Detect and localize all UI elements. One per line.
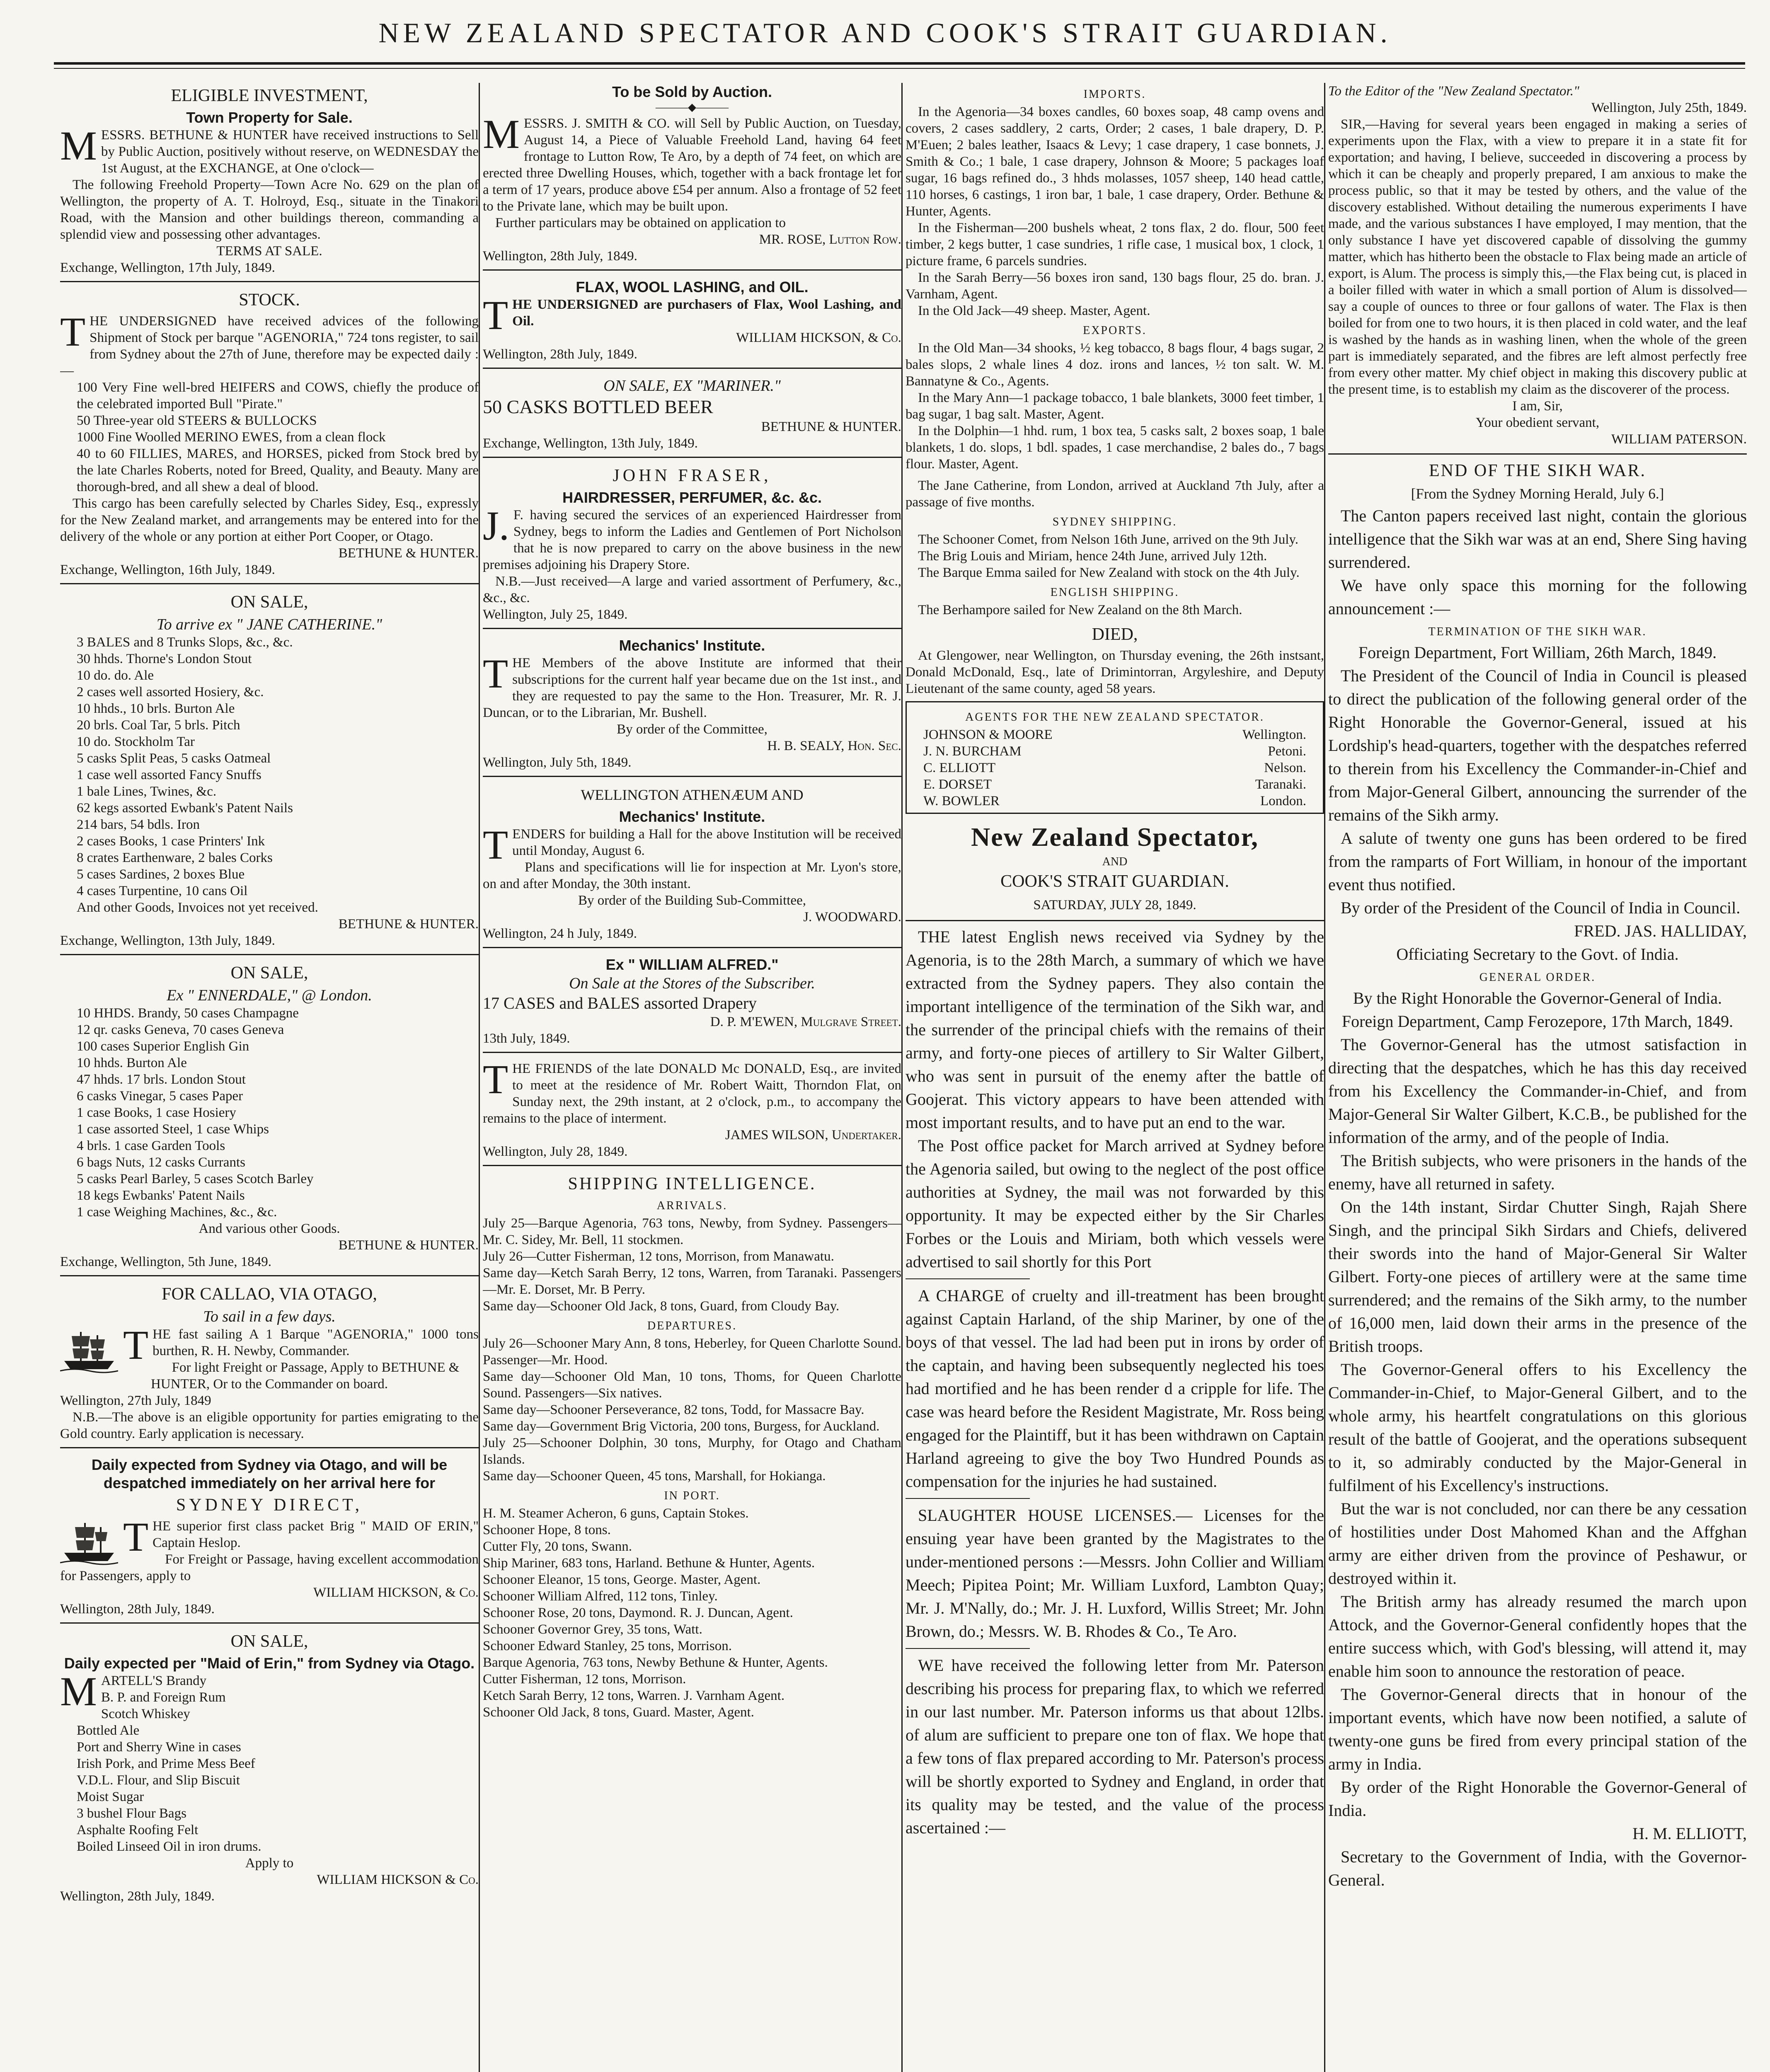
editorial-paragraph: WE have received the following letter from Mr. Paterson describing his process for preparing flax, to which we referred in our last number. Mr. Paterson informs us that about 12lbs. of alum are sufficient to prepare one ton of flax. We hope that a few tons of flax prepared according to Mr. Paterson's process will be shortly exported to Sydney and England, in order that its quality may be tested, and the value of the process ascertained :— bbox=[906, 1656, 1324, 1837]
list-item: 2 cases Books, 1 case Printers' Ink bbox=[77, 834, 265, 849]
ad-title: ELIGIBLE INVESTMENT, bbox=[171, 86, 368, 105]
agent-place: London. bbox=[1260, 794, 1306, 808]
article-signature: Secretary to the Government of India, with the Governor-General. bbox=[1328, 1847, 1747, 1889]
ad-signature: JAMES WILSON, Undertaker. bbox=[725, 1128, 901, 1143]
ad-subtitle: Town Property for Sale. bbox=[186, 109, 353, 126]
drop-cap: T bbox=[483, 1056, 508, 1102]
list-item: 10 hhds. Burton Ale bbox=[77, 1055, 187, 1070]
ad-subtitle: Daily expected per "Maid of Erin," from Sydney via Otago. bbox=[64, 1655, 475, 1672]
drop-cap: T bbox=[483, 292, 508, 338]
ad-note: N.B.—Just received—A large and varied assortment of Perfumery, &c., &c., &c. bbox=[483, 574, 901, 605]
ad-flax bbox=[483, 278, 901, 369]
ad-jane-catherine bbox=[60, 592, 479, 955]
drop-cap: M bbox=[60, 1668, 97, 1714]
list-item: In the Sarah Berry—56 boxes iron sand, 130 bags flour, 25 do. bran. J. Varnham, Agent. bbox=[906, 270, 1324, 302]
list-item: July 26—Schooner Mary Ann, 8 tons, Heberley, for Queen Charlotte Sound. Passenger—Mr. Hood. bbox=[483, 1336, 901, 1368]
ad-terms: TERMS AT SALE. bbox=[216, 244, 322, 259]
ad-body: Plans and specifications will lie for inspection at Mr. Lyon's store, on and after Monday, the 30th instant. bbox=[483, 860, 901, 891]
agent-name: C. ELLIOTT bbox=[923, 760, 996, 775]
ad-date: Wellington, July 5th, 1849. bbox=[483, 755, 632, 770]
ad-auction bbox=[483, 83, 901, 271]
ad-title: Mechanics' Institute. bbox=[619, 637, 765, 654]
column-4 bbox=[1328, 83, 1747, 2072]
agent-name: JOHNSON & MOORE bbox=[923, 727, 1053, 742]
drop-cap: J. bbox=[483, 503, 509, 549]
ad-title: WELLINGTON ATHENÆUM AND bbox=[581, 787, 804, 803]
ad-body: HE UNDERSIGNED are purchasers of Flax, Wool Lashing, and Oil. bbox=[512, 297, 901, 329]
list-item: 4 cases Turpentine, 10 cans Oil bbox=[77, 884, 248, 898]
ad-body: 17 CASES and BALES assorted Drapery bbox=[483, 994, 757, 1012]
masthead-rule bbox=[54, 62, 1745, 69]
list-item: July 26—Cutter Fisherman, 12 tons, Morrison, from Manawatu. bbox=[483, 1249, 834, 1264]
paper-title-and: AND bbox=[1102, 855, 1128, 868]
list-item: 1 case Weighing Machines, &c., &c. bbox=[77, 1205, 277, 1220]
news-item: At Glengower, near Wellington, on Thursday evening, the 26th instsant, Donald McDonald, Esq., late of Drimintorran, Argyleshire, and Deputy Lieutenant of the same county, aged 58 years. bbox=[906, 648, 1324, 696]
ad-signature: BETHUNE & HUNTER. bbox=[338, 917, 479, 932]
list-item: Same day—Schooner Perseverance, 82 tons, Todd, for Massacre Bay. bbox=[483, 1402, 864, 1417]
list-item: 8 crates Earthenware, 2 bales Corks bbox=[77, 850, 273, 865]
agent-row bbox=[923, 726, 1306, 743]
list-item: 5 casks Pearl Barley, 5 cases Scotch Barley bbox=[77, 1172, 314, 1186]
list-item: 1 bale Lines, Twines, &c. bbox=[77, 784, 217, 799]
ad-note: N.B.—The above is an eligible opportunity for parties emigrating to the Gold country. Early application is necessary. bbox=[60, 1410, 479, 1441]
list-item: Same day—Ketch Sarah Berry, 12 tons, Warren, from Taranaki. Passengers—Mr. E. Dorset, Mr. B Perry. bbox=[483, 1266, 901, 1297]
ad-date: Wellington, 27th July, 1849 bbox=[60, 1393, 211, 1408]
article-paragraph: The Governor-General offers to his Excellency the Commander-in-Chief, to Major-General Gilbert, and to the whole army, his heartfelt congratulations on this glorious result of the battle of Goojerat, and the operations subsequent to it, so admirably conducted by the Major-General in fulfilment of his Excellency's instructions. bbox=[1328, 1360, 1747, 1495]
section-title: END OF THE SIKH WAR. bbox=[1429, 461, 1646, 480]
letter-date: Wellington, July 25th, 1849. bbox=[1591, 100, 1747, 115]
ad-signature: H. B. SEALY, Hon. Sec. bbox=[767, 738, 901, 753]
list-item: Schooner Edward Stanley, 25 tons, Morrison. bbox=[483, 1639, 732, 1653]
ad-john-fraser bbox=[483, 465, 901, 629]
list-item: 1000 Fine Woolled MERINO EWES, from a clean flock bbox=[77, 430, 386, 445]
ad-maid-of-erin bbox=[60, 1631, 479, 1910]
article-paragraph: By order of the President of the Council of India in Council. bbox=[1341, 898, 1741, 917]
article-paragraph: On the 14th instant, Sirdar Chutter Singh, Rajah Shere Singh, and the principal Sikh Sirdars and Chiefs, delivered their swords into the hand of Major-General Sir Walter Gilbert. Forty-one pieces of artillery were at the same time surrendered; and the remains of the Sikh army, to the number of 16,000 men, laid down their arms in the presence of the British troops. bbox=[1328, 1198, 1747, 1356]
article-paragraph: But the war is not concluded, nor can there be any cessation of hostilities under Dost Mahomed Khan and the Affghan army are either driven from the province of Peshawur, or destroyed within it. bbox=[1328, 1499, 1747, 1588]
ad-date: Wellington, 28th July, 1849. bbox=[60, 1889, 215, 1904]
list-item: Schooner Old Jack, 8 tons, Guard. Master, Agent. bbox=[483, 1705, 754, 1720]
list-item: ARTELL'S Brandy bbox=[101, 1673, 207, 1688]
paper-date: SATURDAY, JULY 28, 1849. bbox=[1033, 898, 1196, 913]
editorial-paragraph: SLAUGHTER HOUSE LICENSES.— Licenses for the ensuing year have been granted by the Magistrates to the under-mentioned persons :—Messrs. John Collier and William Meech; Pipitea Point; Mr. William Luxford, Lambton Quay; Mr. J. M'Nally, do.; Mr. J. H. Luxford, Willis Street; Mr. John Brown, do.; Messrs. W. B. Rhodes & Co., Te Aro. bbox=[906, 1506, 1324, 1641]
section-title: DIED, bbox=[1092, 625, 1138, 644]
column-3 bbox=[906, 83, 1324, 2072]
ad-body: For light Freight or Passage, Apply to BETHUNE & HUNTER, Or to the Commander on board. bbox=[151, 1360, 460, 1392]
ad-date: Exchange, Wellington, 16th July, 1849. bbox=[60, 562, 275, 577]
list-item: Moist Sugar bbox=[77, 1789, 144, 1804]
drop-cap: M bbox=[60, 123, 97, 169]
section-subtitle: SYDNEY SHIPPING. bbox=[1052, 516, 1177, 528]
list-item: 1 case assorted Steel, 1 case Whips bbox=[77, 1122, 269, 1137]
ad-title: ON SALE, bbox=[230, 1632, 308, 1651]
ad-order: By order of the Building Sub-Committee, bbox=[578, 893, 806, 908]
agent-place: Petoni. bbox=[1268, 744, 1306, 759]
drop-cap: T bbox=[483, 651, 508, 697]
list-item: 3 bushel Flour Bags bbox=[77, 1806, 186, 1821]
ad-date: Wellington, 24 h July, 1849. bbox=[483, 926, 637, 941]
list-item: Schooner Governor Grey, 35 tons, Watt. bbox=[483, 1622, 702, 1637]
ad-body: For Freight or Passage, having excellent accommodation for Passengers, apply to bbox=[60, 1552, 479, 1583]
ad-date: Exchange, Wellington, 13th July, 1849. bbox=[483, 436, 698, 451]
section-subtitle: DEPARTURES. bbox=[647, 1319, 737, 1332]
ad-body: 50 CASKS BOTTLED BEER bbox=[483, 396, 713, 417]
ad-body: HE fast sailing A 1 Barque "AGENORIA," 1000 tons burthen, R. H. Newby, Commander. bbox=[153, 1327, 479, 1358]
masthead: NEW ZEALAND SPECTATOR AND COOK'S STRAIT GUARDIAN. bbox=[378, 17, 1392, 48]
list-item: Barque Agenoria, 763 tons, Newby Bethune & Hunter, Agents. bbox=[483, 1655, 828, 1670]
list-item: 20 brls. Coal Tar, 5 brls. Pitch bbox=[77, 718, 240, 733]
ad-callao bbox=[60, 1284, 479, 1448]
ad-body: HE superior first class packet Brig " MAID OF ERIN," Captain Heslop. bbox=[153, 1519, 479, 1550]
list-item: In the Dolphin—1 hhd. rum, 1 box tea, 5 casks salt, 2 boxes soap, 1 bale blankets, 1 do. slops, 1 bdl. spades, 1 case merchandise, 2 bales do., 7 bags flour. Master, Agent. bbox=[906, 424, 1324, 472]
list-item: Boiled Linseed Oil in iron drums. bbox=[77, 1839, 262, 1854]
agent-row bbox=[923, 793, 1306, 809]
ship-icon bbox=[60, 1328, 118, 1373]
article-signature: H. M. ELLIOTT, bbox=[1632, 1824, 1747, 1843]
list-item: Schooner Eleanor, 15 tons, George. Master, Agent. bbox=[483, 1572, 761, 1587]
list-item: Cutter Fisherman, 12 tons, Morrison. bbox=[483, 1672, 686, 1687]
ship-icon bbox=[60, 1520, 118, 1565]
divider bbox=[906, 1278, 1030, 1279]
news-item: The Jane Catherine, from London, arrived at Auckland 7th July, after a passage of five months. bbox=[906, 478, 1324, 510]
paper-subtitle: COOK'S STRAIT GUARDIAN. bbox=[1000, 872, 1229, 891]
list-item: In the Mary Ann—1 package tobacco, 1 bale blankets, 3000 feet timber, 1 bag sugar, 1 bag salt. Master, Agent. bbox=[906, 390, 1324, 422]
ad-title: To be Sold by Auction. bbox=[612, 83, 772, 100]
list-item: 6 casks Vinegar, 5 cases Paper bbox=[77, 1089, 243, 1104]
list-item: 62 kegs assorted Ewbank's Patent Nails bbox=[77, 801, 293, 816]
list-item: The Brig Louis and Miriam, hence 24th June, arrived July 12th. bbox=[918, 549, 1267, 564]
ad-signature: WILLIAM HICKSON & Co. bbox=[317, 1872, 479, 1887]
letter-body: SIR,—Having for several years been engaged in making a series of experiments upon the Flax, with a view to prepare it in a state fit for exportation; and having, I believe, succeeded in discovering a process by which it can be cheaply and properly prepared, I am anxious to make the process public, so that it may be tested by others, and the value of the discovery established. Without detailing the numerous experiments I have made, and the various substances I have employed, I may mention, that the only substance I have yet discovered capable of dissolving the gummy matter, which has hitherto been the obstacle to Flax being made an article of export, is Alum. The process is simply this,—the Flax being cut, is placed in a boiler filled with water in which a small portion of Alum is dissolved—say a couple of ounces to three or four gallons of water. The Flax is then boiled for from one to two hours, it is then placed in cold water, and the leaf is washed by the hands as in washing linen, when the whole of the green part is immediately separated, and the fibres are left almost perfectly free from every other matter. My chief object in making this discovery public at the present time, is to establish my claim as the discoverer of the process. bbox=[1328, 117, 1747, 397]
ad-destination: SYDNEY DIRECT, bbox=[176, 1496, 363, 1515]
list-item: Same day—Schooner Old Man, 10 tons, Thoms, for Queen Charlotte Sound. Passengers—Six natives. bbox=[483, 1369, 901, 1401]
list-item: H. M. Steamer Acheron, 6 guns, Captain Stokes. bbox=[483, 1506, 749, 1521]
ad-date: Exchange, Wellington, 17th July, 1849. bbox=[60, 260, 275, 275]
section-subtitle: TERMINATION OF THE SIKH WAR. bbox=[1428, 625, 1647, 638]
ad-ennerdale bbox=[60, 963, 479, 1276]
column-divider bbox=[479, 83, 480, 2072]
letter-heading: To the Editor of the "New Zealand Spectator." bbox=[1328, 84, 1579, 99]
list-item: And various other Goods. bbox=[199, 1221, 340, 1236]
ad-date: Wellington, 28th July, 1849. bbox=[60, 1602, 215, 1617]
ad-signature: WILLIAM HICKSON, & Co. bbox=[313, 1585, 479, 1600]
ad-date: Exchange, Wellington, 5th June, 1849. bbox=[60, 1254, 271, 1269]
ad-signature: BETHUNE & HUNTER. bbox=[338, 546, 479, 561]
letter-signature: WILLIAM PATERSON. bbox=[1611, 432, 1747, 447]
drop-cap: T bbox=[123, 1322, 149, 1368]
list-item: July 25—Barque Agenoria, 763 tons, Newby, from Sydney. Passengers—Mr. C. Sidey, Mr. Bell, 11 stockmen. bbox=[483, 1216, 901, 1247]
ad-title: ON SALE, EX "MARINER." bbox=[603, 377, 781, 395]
list-item: In the Fisherman—200 bushels wheat, 2 tons flax, 2 do. flour, 500 feet timber, 2 kegs butter, 1 case sundries, 1 rifle case, 1 musical box, 1 clock, 1 picture frame, 6 parcels sundries. bbox=[906, 220, 1324, 269]
section-subtitle: IN PORT. bbox=[664, 1489, 720, 1502]
paper-title-block bbox=[906, 821, 1324, 913]
agent-place: Wellington. bbox=[1242, 727, 1306, 742]
ad-date: Wellington, 28th July, 1849. bbox=[483, 347, 637, 362]
section-title: SHIPPING INTELLIGENCE. bbox=[568, 1174, 816, 1193]
article-paragraph: The Governor-General has the utmost satisfaction in directing that the despatches, which he has this day received from his Excellency the Commander-in-Chief, and from Major-General Sir Walter Gilbert, K.C.B., be published for the information of the army, and of the people of India. bbox=[1328, 1035, 1747, 1147]
column-divider bbox=[901, 83, 903, 2072]
drop-cap: M bbox=[483, 111, 520, 157]
list-item: 30 hhds. Thorne's London Stout bbox=[77, 651, 252, 666]
ad-signature: MR. ROSE, Lutton Row. bbox=[759, 232, 901, 247]
list-item: 50 Three-year old STEERS & BULLOCKS bbox=[77, 413, 317, 428]
agent-row bbox=[923, 743, 1306, 760]
list-item: 5 cases Sardines, 2 boxes Blue bbox=[77, 867, 245, 882]
ad-date: Wellington, July 25, 1849. bbox=[483, 607, 628, 622]
article-paragraph: We have only space this morning for the following announcement :— bbox=[1328, 576, 1747, 618]
ad-title: Ex " WILLIAM ALFRED." bbox=[605, 956, 779, 973]
article-paragraph: The President of the Council of India in Council is pleased to direct the publication of the following general order of the Right Honorable the Governor-General, issued at his Lordship's head-quarters, together with the despatches referred to therein from his Excellency the Commander-in-Chief and from Major-General Gilbert, announcing the surrender of the remains of the Sikh army. bbox=[1328, 666, 1747, 824]
list-item: And other Goods, Invoices not yet received. bbox=[77, 900, 318, 915]
list-item: 40 to 60 FILLIES, MARES, and HORSES, picked from Stock bred by the late Charles Roberts, noted for Breed, Quality, and Beauty. Many are thorough-bred, and all shew a deal of blood. bbox=[77, 446, 479, 494]
ad-body: ESSRS. BETHUNE & HUNTER have received instructions to Sell by Public Auction, positively without reserve, on WEDNESDAY the 1st August, at the EXCHANGE, at One o'clock— bbox=[101, 128, 479, 176]
list-item: Asphalte Roofing Felt bbox=[77, 1823, 199, 1837]
section-subtitle: ENGLISH SHIPPING. bbox=[1050, 586, 1179, 599]
agent-place: Nelson. bbox=[1264, 760, 1306, 775]
ad-body: This cargo has been carefully selected by Charles Sidey, Esq., expressly for the New Zealand market, and arrangements may be entered into for the delivery of the whole or any portion at either Port Cooper, or Otago. bbox=[60, 496, 479, 544]
list-item: B. P. and Foreign Rum bbox=[101, 1690, 226, 1705]
section-subtitle: EXPORTS. bbox=[1083, 324, 1147, 337]
list-item: 1 case well assorted Fancy Snuffs bbox=[77, 767, 262, 782]
list-item: 10 do. Stockholm Tar bbox=[77, 734, 195, 749]
ad-body: ENDERS for building a Hall for the above Institution will be received until Monday, August 6. bbox=[512, 827, 901, 858]
ad-signature: J. WOODWARD. bbox=[803, 910, 901, 925]
section-subtitle: IMPORTS. bbox=[1083, 88, 1146, 101]
article-paragraph: A salute of twenty one guns has been ordered to be fired from the ramparts of Fort William, in honour of the important event thus notified. bbox=[1328, 829, 1747, 894]
list-item: The Barque Emma sailed for New Zealand with stock on the 4th July. bbox=[918, 565, 1300, 580]
ad-sydney-direct bbox=[60, 1456, 479, 1624]
editorial-paragraph: THE latest English news received via Sydney by the Agenoria, is to the 28th March, a summary of which we have extracted from the Sydney papers. They also contain the important intelligence of the termination of the Sikh war, and the surrender of the principal chiefs with the remains of their army, and forty-one pieces of artillery to Sir Walter Gilbert, who was sent in pursuit of the enemy after the battle of Goojerat. This victory appears to have been attended with most important results, and to have put an end to the war. bbox=[906, 927, 1324, 1132]
article-signature: Officiating Secretary to the Govt. of India. bbox=[1396, 945, 1679, 963]
article-paragraph: By order of the Right Honorable the Governor-General of India. bbox=[1328, 1778, 1747, 1820]
divider bbox=[906, 1498, 1030, 1499]
ad-title: STOCK. bbox=[239, 290, 300, 310]
ad-funeral-notice bbox=[483, 1056, 901, 1166]
list-item: Ship Mariner, 683 tons, Harland. Bethune & Hunter, Agents. bbox=[483, 1556, 815, 1571]
ad-subtitle: HAIRDRESSER, PERFUMER, &c. &c. bbox=[562, 489, 822, 506]
drop-cap: T bbox=[123, 1514, 149, 1560]
list-item: 12 qr. casks Geneva, 70 cases Geneva bbox=[77, 1022, 284, 1037]
article-paragraph: By the Right Honorable the Governor-General of India. bbox=[1353, 989, 1722, 1007]
source-line: [From the Sydney Morning Herald, July 6.] bbox=[1411, 486, 1664, 502]
list-item: Schooner Hope, 8 tons. bbox=[483, 1523, 611, 1537]
ad-signature: BETHUNE & HUNTER. bbox=[761, 419, 901, 434]
list-item: Schooner William Alfred, 112 tons, Tinley. bbox=[483, 1589, 718, 1604]
ad-mechanics-institute bbox=[483, 637, 901, 777]
agent-row bbox=[923, 760, 1306, 776]
list-item: The Berhampore sailed for New Zealand on the 8th March. bbox=[918, 603, 1242, 617]
ad-athenaeum bbox=[483, 784, 901, 948]
divider bbox=[906, 920, 1324, 921]
agent-row bbox=[923, 776, 1306, 793]
list-item: 6 bags Nuts, 12 casks Currants bbox=[77, 1155, 245, 1170]
agent-place: Taranaki. bbox=[1255, 777, 1306, 792]
editorial-paragraph: A CHARGE of cruelty and ill-treatment has been brought against Captain Harland, of the ship Mariner, by one of the boys of that vessel. The lad had been put in irons by order of the captain, and having been subsequently neglected his toes had mortified and he has been render d a cripple for life. The case was heard before the Resident Magistrate, Mr. Ross being engaged for the Plaintiff, but it has been withdrawn on Captain Harland agreeing to give the boy Two Hundred Pounds as compensation for the injuries he had sustained. bbox=[906, 1286, 1324, 1491]
article-paragraph: The British subjects, who were prisoners in the hands of the enemy, have all returned in safety. bbox=[1328, 1151, 1747, 1193]
section-subtitle: AGENTS FOR THE NEW ZEALAND SPECTATOR. bbox=[965, 711, 1264, 724]
list-item: 10 do. do. Ale bbox=[77, 668, 154, 683]
list-item: 10 hhds., 10 brls. Burton Ale bbox=[77, 701, 235, 716]
letter-close: Your obedient servant, bbox=[1475, 415, 1600, 430]
section-subtitle: ARRIVALS. bbox=[656, 1199, 728, 1212]
editorial-paragraph: The Post office packet for March arrived at Sydney before the Agenoria sailed, but owing to the neglect of the post office authorities at Sydney, the mail was not forwarded by this opportunity. It may be expected either by the Sir Charles Forbes or the Louis and Miriam, both which vessels were advertised to sail shortly for this Port bbox=[906, 1136, 1324, 1271]
drop-cap: T bbox=[60, 309, 86, 355]
ad-title: ON SALE, bbox=[230, 963, 308, 983]
ad-title: JOHN FRASER, bbox=[613, 466, 772, 485]
dateline: Foreign Department, Fort William, 26th March, 1849. bbox=[1358, 643, 1717, 662]
ad-body: HE FRIENDS of the late DONALD Mc DONALD, Esq., are invited to meet at the residence of Mr. Robert Waitt, Thorndon Flat, on Sunday next, the 29th instant, at 2 o'clock, p.m., to accompany the remains to the place of interment. bbox=[483, 1061, 901, 1126]
list-item: Same day—Schooner Old Jack, 8 tons, Guard, from Cloudy Bay. bbox=[483, 1299, 840, 1314]
list-item: 100 Very Fine well-bred HEIFERS and COWS, chiefly the produce of the celebrated imported Bull "Pirate." bbox=[77, 380, 479, 411]
list-item: 5 casks Split Peas, 5 casks Oatmeal bbox=[77, 751, 271, 766]
list-item: Same day—Government Brig Victoria, 200 tons, Burgess, for Auckland. bbox=[483, 1419, 880, 1434]
column-1 bbox=[60, 83, 479, 2072]
list-item: 3 BALES and 8 Trunks Slops, &c., &c. bbox=[77, 635, 293, 650]
list-item: 214 bars, 54 bdls. Iron bbox=[77, 817, 200, 832]
ad-title: FOR CALLAO, VIA OTAGO, bbox=[162, 1285, 377, 1304]
list-item: In the Old Man—34 shooks, ½ keg tobacco, 8 bags flour, 4 bags sugar, 2 bales slops, 2 whale lines 4 doz. irons and lances, ½ ton salt. W. M. Bannatyne & Co., Agents. bbox=[906, 341, 1324, 389]
article-paragraph: The Governor-General directs that in honour of the important events, which have now been notified, a salute of twenty-one guns be fired from every principal station of the army in India. bbox=[1328, 1685, 1747, 1773]
ad-body: F. having secured the services of an experienced Hairdresser from Sydney, begs to inform the Ladies and Gentlemen of Port Nicholson that he is now prepared to carry on the above business in the new premises adjoining his Drapery Store. bbox=[483, 508, 901, 572]
column-2 bbox=[483, 83, 901, 2072]
ad-body: ESSRS. J. SMITH & CO. will Sell by Public Auction, on Tuesday, August 14, a Piece of Valuable Freehold Land, having 64 feet frontage to Lutton Row, Te Aro, by a depth of 74 feet, on which are erected three Dwelling Houses, which, together with a back frontage let for a term of 17 years, produce above £54 per annum. Also a frontage of 52 feet to the Private lane, which may be built upon. bbox=[483, 116, 901, 214]
ad-stock bbox=[60, 290, 479, 584]
list-item: Cutter Fly, 20 tons, Swann. bbox=[483, 1539, 632, 1554]
article-signature: FRED. JAS. HALLIDAY, bbox=[1574, 922, 1747, 940]
paper-title: New Zealand Spectator, bbox=[971, 822, 1259, 852]
dateline: Foreign Department, Camp Ferozepore, 17th March, 1849. bbox=[1341, 1012, 1734, 1031]
article-paragraph: The British army has already resumed the march upon Attock, and the Governor-General confidently hopes that the entire success which, with God's blessing, will attend it, may enable him soon to announce the restoration of peace. bbox=[1328, 1592, 1747, 1680]
list-item: In the Old Jack—49 sheep. Master, Agent. bbox=[918, 303, 1150, 318]
list-item: Irish Pork, and Prime Mess Beef bbox=[77, 1756, 255, 1771]
list-item: Scotch Whiskey bbox=[101, 1706, 190, 1721]
ad-order: By order of the Committee, bbox=[617, 722, 768, 737]
letter-close: I am, Sir, bbox=[1512, 399, 1563, 414]
list-item: In the Agenoria—34 boxes candles, 60 boxes soap, 48 camp ovens and covers, 2 cases saddlery, 2 carts, Order; 2 cases, 1 bale drapery, D. P. M'Euen; 2 bales leather, Isaacs & Levy; 1 case drapery, 1 case bonnets, J. Smith & Co.; 1 bale, 1 case drapery, Johnson & Moore; 5 packages loaf sugar, 16 bags refined do., 3 hhds molasses, 1057 sheep, 140 head cattle, 110 horses, 6 castings, 1 iron bar, 1 bale, 1 case drapery, Order. Bethune & Hunter, Agents. bbox=[906, 104, 1324, 219]
ad-signature: D. P. M'EWEN, Mulgrave Street. bbox=[710, 1014, 901, 1029]
list-item: 4 brls. 1 case Garden Tools bbox=[77, 1138, 225, 1153]
ad-body: HE Members of the above Institute are informed that their subscriptions for the current half year became due on the 1st inst., and they are requested to pay the same to the Hon. Treasurer, Mr. R. J. Duncan, or to the Librarian, Mr. Bushell. bbox=[483, 656, 901, 720]
ad-subtitle: Mechanics' Institute. bbox=[619, 808, 765, 825]
shipping-intelligence bbox=[483, 1174, 901, 1726]
column-divider bbox=[1324, 83, 1325, 2072]
list-item: 2 cases well assorted Hosiery, &c. bbox=[77, 685, 264, 700]
drop-cap: T bbox=[483, 822, 508, 868]
ad-apply: Apply to bbox=[245, 1856, 294, 1871]
list-item: 10 HHDS. Brandy, 50 cases Champagne bbox=[77, 1006, 299, 1021]
ad-date: Wellington, July 28, 1849. bbox=[483, 1144, 628, 1159]
ad-date: Exchange, Wellington, 13th July, 1849. bbox=[60, 933, 275, 948]
list-item: 100 cases Superior English Gin bbox=[77, 1039, 249, 1054]
list-item: Ketch Sarah Berry, 12 tons, Warren. J. Varnham Agent. bbox=[483, 1688, 785, 1703]
ad-subtitle: To sail in a few days. bbox=[203, 1308, 336, 1325]
ad-body: The following Freehold Property—Town Acre No. 629 on the plan of Wellington, the property of A. T. Holroyd, Esq., situate in the Tinakori Road, with the Mansion and other buildings thereon, commanding a splendid view and possessing other advantages. bbox=[60, 177, 479, 242]
agents-box bbox=[906, 701, 1324, 814]
list-item: July 25—Schooner Dolphin, 30 tons, Murphy, for Otago and Chatham Islands. bbox=[483, 1435, 901, 1467]
ad-date: Wellington, 28th July, 1849. bbox=[483, 249, 637, 264]
agent-name: E. DORSET bbox=[923, 777, 992, 792]
article-paragraph: The Canton papers received last night, contain the glorious intelligence that the Sikh war was at an end, Shere Sing having surrendered. bbox=[1328, 506, 1747, 571]
list-item: 18 kegs Ewbanks' Patent Nails bbox=[77, 1188, 245, 1203]
list-item: The Schooner Comet, from Nelson 16th June, arrived on the 9th July. bbox=[918, 532, 1299, 547]
list-item: Port and Sherry Wine in cases bbox=[77, 1740, 241, 1755]
divider bbox=[906, 1648, 1030, 1649]
list-item: V.D.L. Flour, and Slip Biscuit bbox=[77, 1773, 240, 1788]
agent-name: J. N. BURCHAM bbox=[923, 744, 1022, 759]
ad-signature: BETHUNE & HUNTER. bbox=[338, 1238, 479, 1253]
list-item: Bottled Ale bbox=[77, 1723, 140, 1738]
ad-eligible-investment bbox=[60, 85, 479, 282]
ad-subtitle: Ex " ENNERDALE," @ London. bbox=[167, 987, 372, 1004]
divider bbox=[1328, 453, 1747, 455]
ad-title: ON SALE, bbox=[230, 593, 308, 612]
list-item: 1 case Books, 1 case Hosiery bbox=[77, 1105, 236, 1120]
list-item: Schooner Rose, 20 tons, Daymond. R. J. Duncan, Agent. bbox=[483, 1605, 793, 1620]
agent-name: W. BOWLER bbox=[923, 794, 1000, 808]
ad-william-alfred bbox=[483, 956, 901, 1053]
ad-subtitle: On Sale at the Stores of the Subscriber. bbox=[569, 975, 815, 992]
ad-subtitle: To arrive ex " JANE CATHERINE." bbox=[156, 616, 383, 633]
ad-date: 13th July, 1849. bbox=[483, 1031, 570, 1046]
ornament-divider: ———◆——— bbox=[656, 101, 729, 113]
list-item: Same day—Schooner Queen, 45 tons, Marshall, for Hokianga. bbox=[483, 1469, 826, 1484]
ad-title: Daily expected from Sydney via Otago, and will be despatched immediately on her arrival here for bbox=[91, 1456, 448, 1491]
ad-body: HE UNDERSIGNED have received advices of the following Shipment of Stock per barque "AGENORIA," 724 tons register, to sail from Sydney about the 27th of June, therefore may be expected daily :— bbox=[60, 314, 479, 378]
ad-body: Further particulars may be obtained on application to bbox=[495, 215, 786, 230]
ad-title: FLAX, WOOL LASHING, and OIL. bbox=[576, 278, 809, 295]
ad-signature: WILLIAM HICKSON, & Co. bbox=[736, 330, 901, 345]
ad-mariner bbox=[483, 376, 901, 458]
section-subtitle: GENERAL ORDER. bbox=[1479, 971, 1596, 984]
list-item: 47 hhds. 17 brls. London Stout bbox=[77, 1072, 246, 1087]
